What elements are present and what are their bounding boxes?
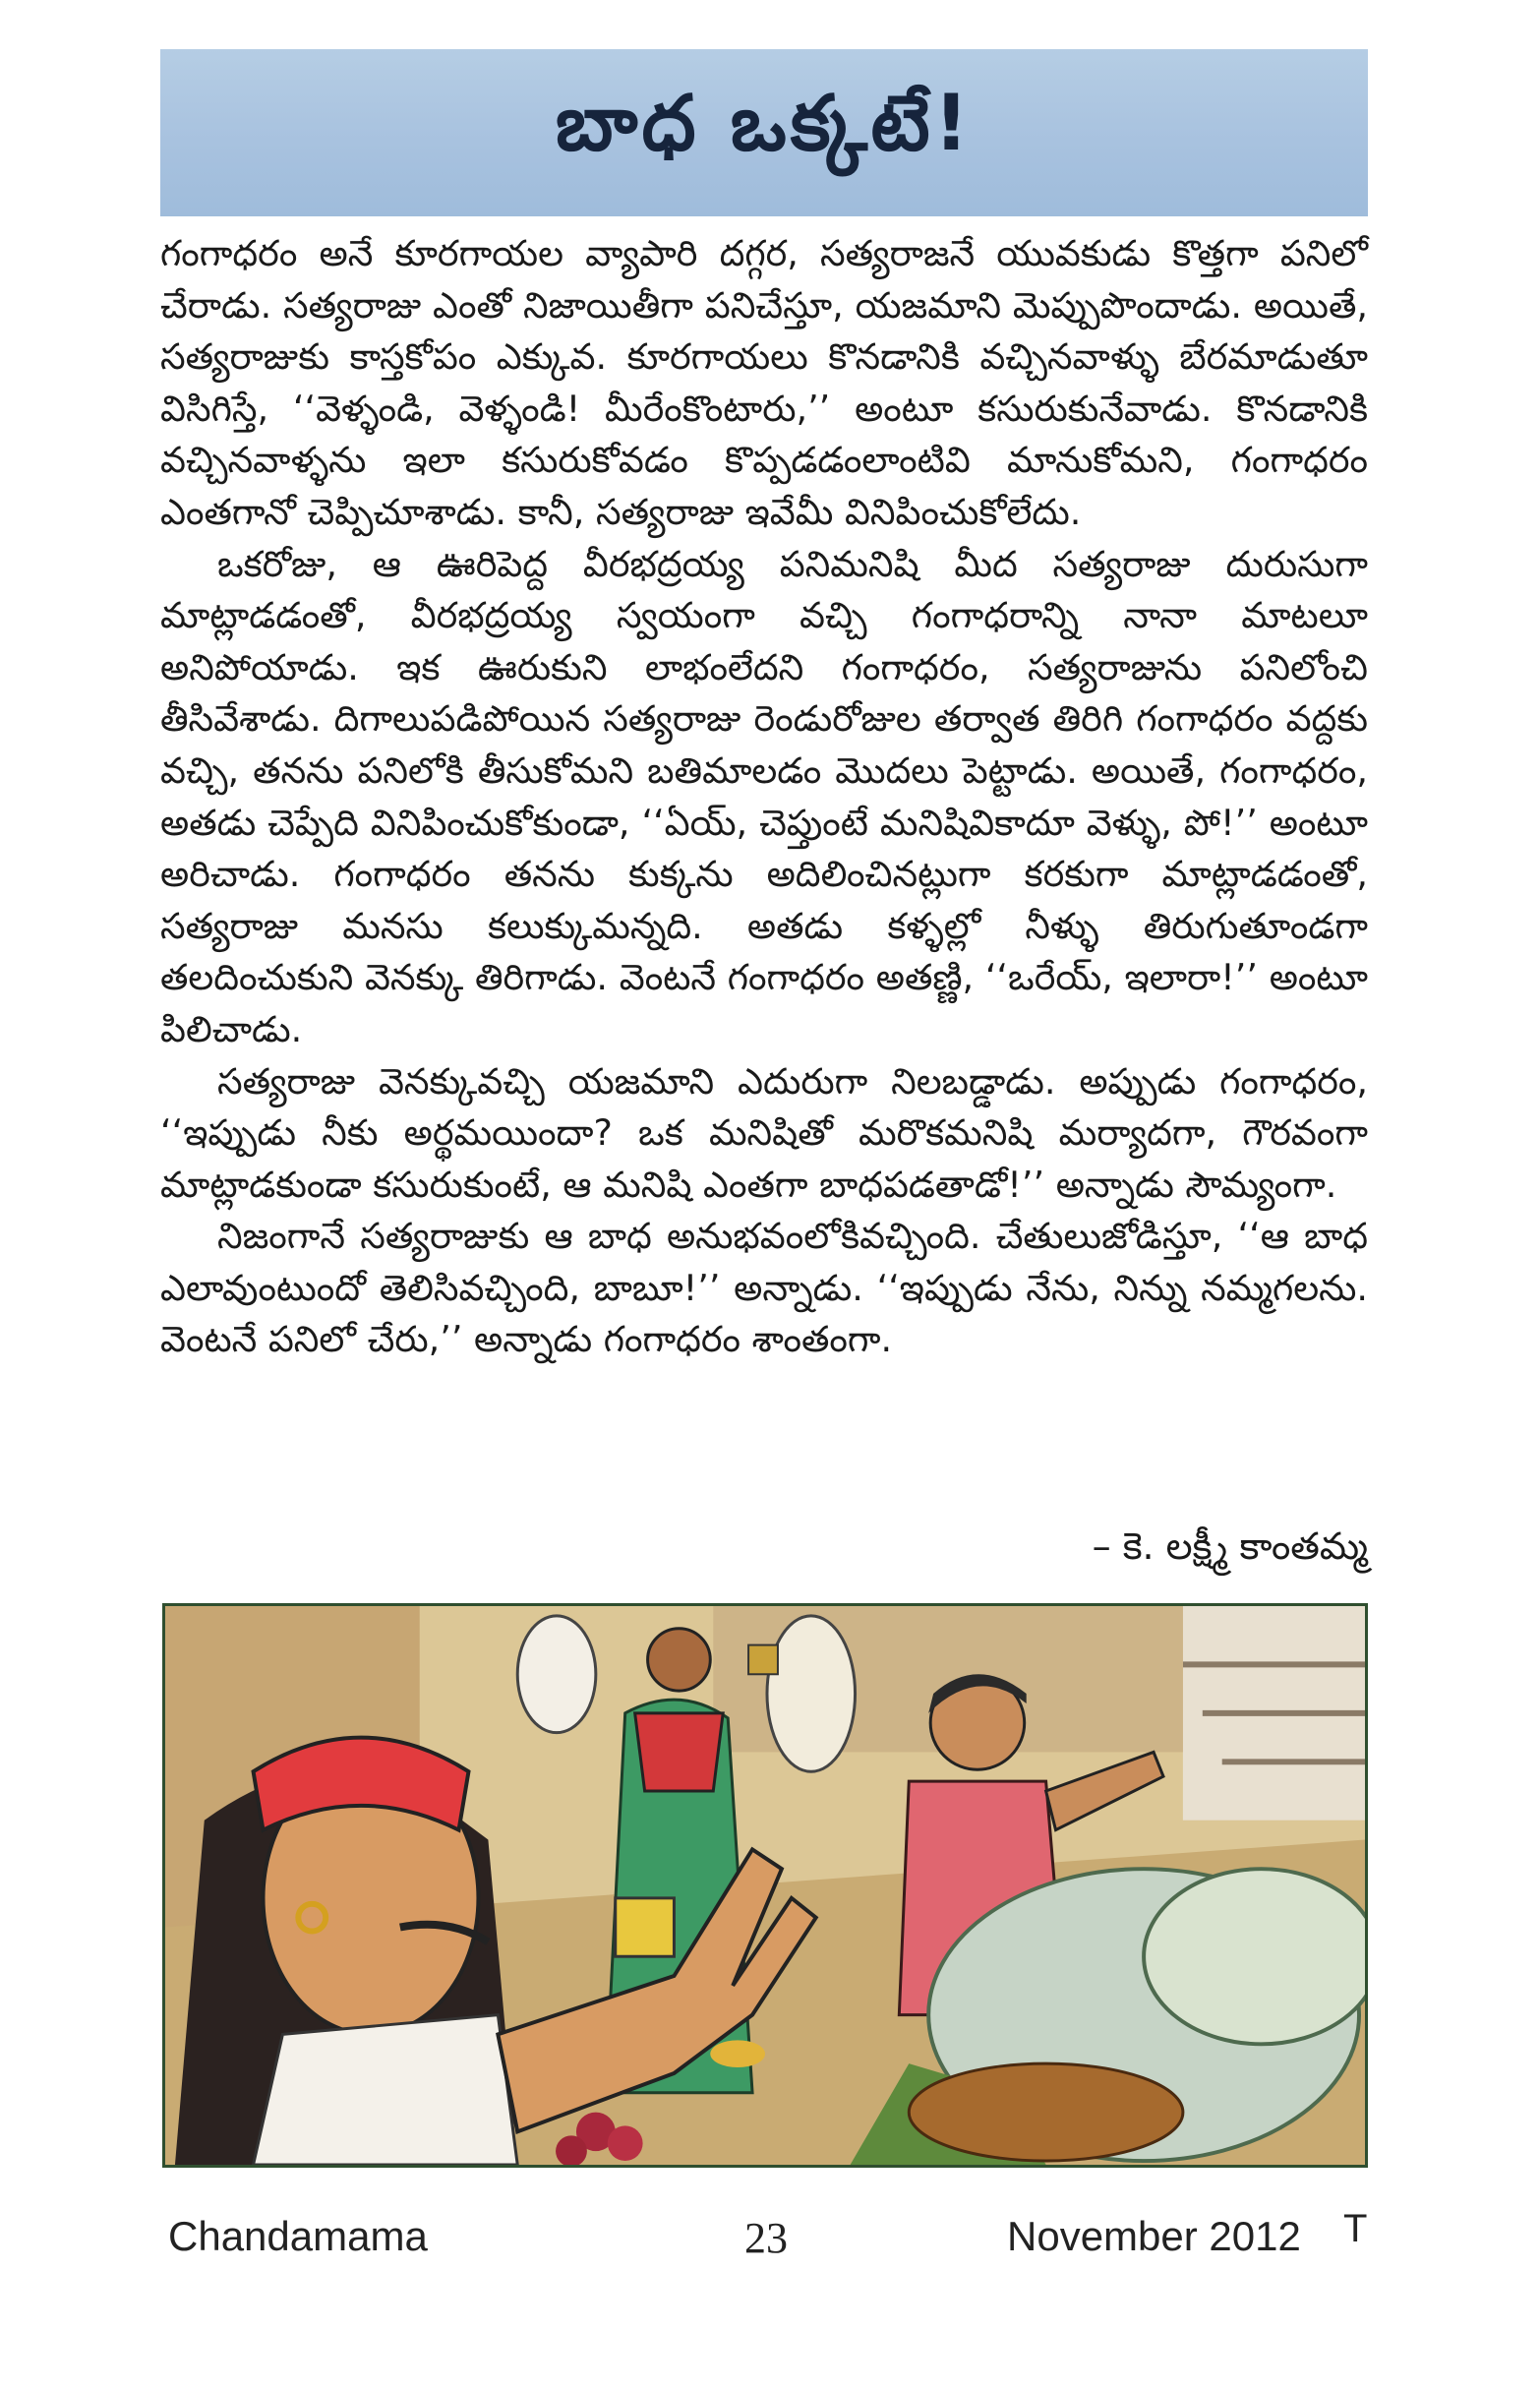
story-paragraph: సత్యరాజు వెనక్కువచ్చి యజమాని ఎదురుగా నిలబడ్డాడు. అప్పుడు గంగాధరం, ‘‘ఇప్పుడు నీకు అర్థమయిందా? ఒక మనిషితో మరొకమనిషి మర్యాదగా, గౌరవంగా మాట్లాడకుండా కసురుకుంటే, ఆ మనిషి ఎంతగా బాధపడతాడో!’’ అన్నాడు సౌమ్యంగా. <box>160 1059 1368 1206</box>
footer-issue-date: November 2012 <box>1007 2213 1301 2259</box>
market-scene-illustration <box>165 1606 1365 2165</box>
footer-magazine-name: Chandamama <box>168 2213 428 2259</box>
title-banner <box>160 49 1368 216</box>
story-paragraph: ఒకరోజు, ఆ ఊరిపెద్ద వీరభద్రయ్య పనిమనిషి మీద సత్యరాజు దురుసుగా మాట్లాడడంతో, వీరభద్రయ్య స్వయంగా వచ్చి గంగాధరాన్ని నానా మాటలూ అనిపోయాడు. ఇక ఊరుకుని లాభంలేదని గంగాధరం, సత్యరాజును పనిలోంచి తీసివేశాడు. దిగాలుపడిపోయిన సత్యరాజు రెండురోజుల తర్వాత తిరిగి గంగాధరం వద్దకు వచ్చి, తనను పనిలోకి తీసుకోమని బతిమాలడం మొదలు పెట్టాడు. అయితే, గంగాధరం, అతడు చెప్పేది వినిపించుకోకుండా, ‘‘ఏయ్, చెప్తుంటే మనిషివికాదూ వెళ్ళు, పో!’’ అంటూ అరిచాడు. గంగాధరం తనను కుక్కను అదిలించినట్లుగా కరకుగా మాట్లాడడంతో, సత్యరాజు మనసు కలుక్కుమన్నది. అతడు కళ్ళల్లో నీళ్ళు తిరుగుతూండగా తలదించుకుని వెనక్కు తిరిగాడు. వెంటనే గంగాధరం అతణ్ణి, ‘‘ఒరేయ్, ఇలారా!’’ అంటూ పిలిచాడు. <box>160 542 1368 1050</box>
footer-mark: T <box>1343 2207 1368 2250</box>
footer-page-number: 23 <box>744 2214 788 2262</box>
story-paragraph: నిజంగానే సత్యరాజుకు ఆ బాధ అనుభవంలోకివచ్చింది. చేతులుజోడిస్తూ, ‘‘ఆ బాధ ఎలావుంటుందో తెలిసివచ్చింది, బాబూ!’’ అన్నాడు. ‘‘ఇప్పుడు నేను, నిన్ను నమ్మగలను. వెంటనే పనిలో చేరు,’’ అన్నాడు గంగాధరం శాంతంగా. <box>160 1215 1368 1361</box>
author-credit: – కె. లక్ష్మీ కాంతమ్మ <box>1092 1524 1368 1568</box>
story-paragraph: గంగాధరం అనే కూరగాయల వ్యాపారి దగ్గర, సత్యరాజనే యువకుడు కొత్తగా పనిలో చేరాడు. సత్యరాజు ఎంతో నిజాయితీగా పనిచేస్తూ, యజమాని మెప్పుపొందాడు. అయితే, సత్యరాజుకు కాస్తకోపం ఎక్కువ. కూరగాయలు కొనడానికి వచ్చినవాళ్ళు బేరమాడుతూ విసిగిస్తే, ‘‘వెళ్ళండి, వెళ్ళండి! మీరేంకొంటారు,’’ అంటూ కసురుకునేవాడు. కొనడానికి వచ్చినవాళ్ళను ఇలా కసురుకోవడం కొప్పడడంలాంటివి మానుకోమని, గంగాధరం ఎంతగానో చెప్పిచూశాడు. కానీ, సత్యరాజు ఇవేమీ వినిపించుకోలేదు. <box>160 232 1368 533</box>
story-title: బాధ ఒక్కటే! <box>555 79 974 168</box>
story-illustration <box>162 1603 1368 2168</box>
story-body <box>160 228 1368 1366</box>
